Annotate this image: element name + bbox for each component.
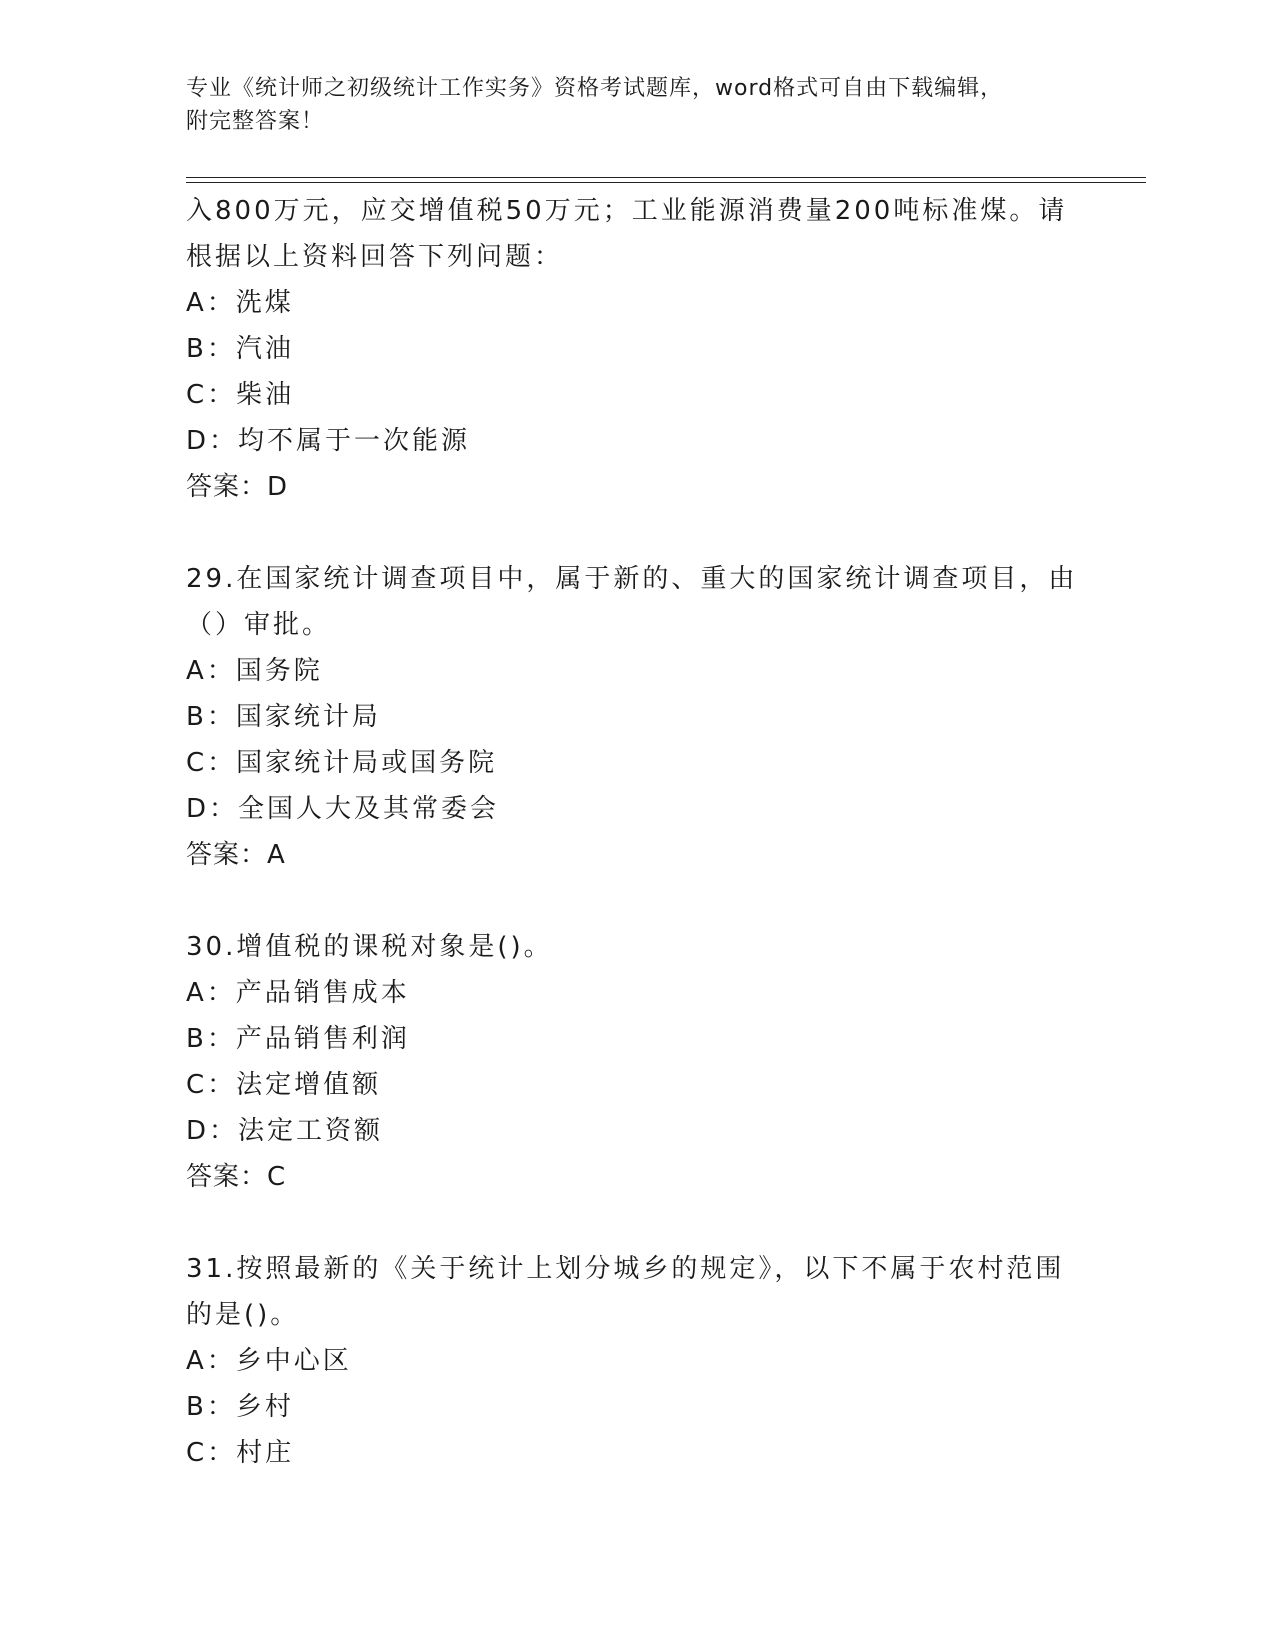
question-text: 根据以上资料回答下列问题： bbox=[186, 242, 564, 272]
option-c: C：村庄 bbox=[186, 1438, 295, 1468]
option-a: A：乡中心区 bbox=[186, 1346, 352, 1376]
option-c: C：国家统计局或国务院 bbox=[186, 748, 498, 778]
option-c: C：柴油 bbox=[186, 380, 295, 410]
option-a: A：洗煤 bbox=[186, 288, 294, 318]
question-spacer bbox=[186, 1200, 1086, 1246]
option-c: C：法定增值额 bbox=[186, 1070, 382, 1100]
option-b: B：国家统计局 bbox=[186, 702, 381, 732]
header-title-line-2: 附完整答案！ bbox=[186, 109, 325, 134]
option-d: D：法定工资额 bbox=[186, 1116, 384, 1146]
question-spacer bbox=[186, 510, 1086, 556]
option-d: D：均不属于一次能源 bbox=[186, 426, 471, 456]
option-b: B：乡村 bbox=[186, 1392, 294, 1422]
question-29 bbox=[186, 556, 1086, 878]
question-text: 29.在国家统计调查项目中，属于新的、重大的国家统计调查项目，由 bbox=[186, 564, 1078, 594]
question-text: 30.增值税的课税对象是()。 bbox=[186, 932, 553, 962]
option-b: B：产品销售利润 bbox=[186, 1024, 410, 1054]
header-divider-top bbox=[186, 177, 1146, 178]
answer: 答案：C bbox=[186, 1162, 287, 1192]
document-header bbox=[186, 72, 1066, 138]
question-list bbox=[186, 188, 1086, 1476]
question-31 bbox=[186, 1246, 1086, 1476]
option-d: D：全国人大及其常委会 bbox=[186, 794, 500, 824]
answer: 答案：A bbox=[186, 840, 286, 870]
question-30 bbox=[186, 924, 1086, 1200]
question-text: （）审批。 bbox=[186, 610, 332, 640]
option-a: A：国务院 bbox=[186, 656, 323, 686]
option-a: A：产品销售成本 bbox=[186, 978, 410, 1008]
question-text: 的是()。 bbox=[186, 1300, 300, 1330]
option-b: B：汽油 bbox=[186, 334, 294, 364]
question-text: 31.按照最新的《关于统计上划分城乡的规定》，以下不属于农村范围 bbox=[186, 1254, 1065, 1284]
answer: 答案：D bbox=[186, 472, 289, 502]
question-spacer bbox=[186, 878, 1086, 924]
question-text: 入800万元，应交增值税50万元；工业能源消费量200吨标准煤。请 bbox=[186, 196, 1068, 226]
question-28 bbox=[186, 188, 1086, 510]
header-divider-bottom bbox=[186, 182, 1146, 183]
header-title-line-1: 专业《统计师之初级统计工作实务》资格考试题库，word格式可自由下载编辑， bbox=[186, 76, 1004, 101]
